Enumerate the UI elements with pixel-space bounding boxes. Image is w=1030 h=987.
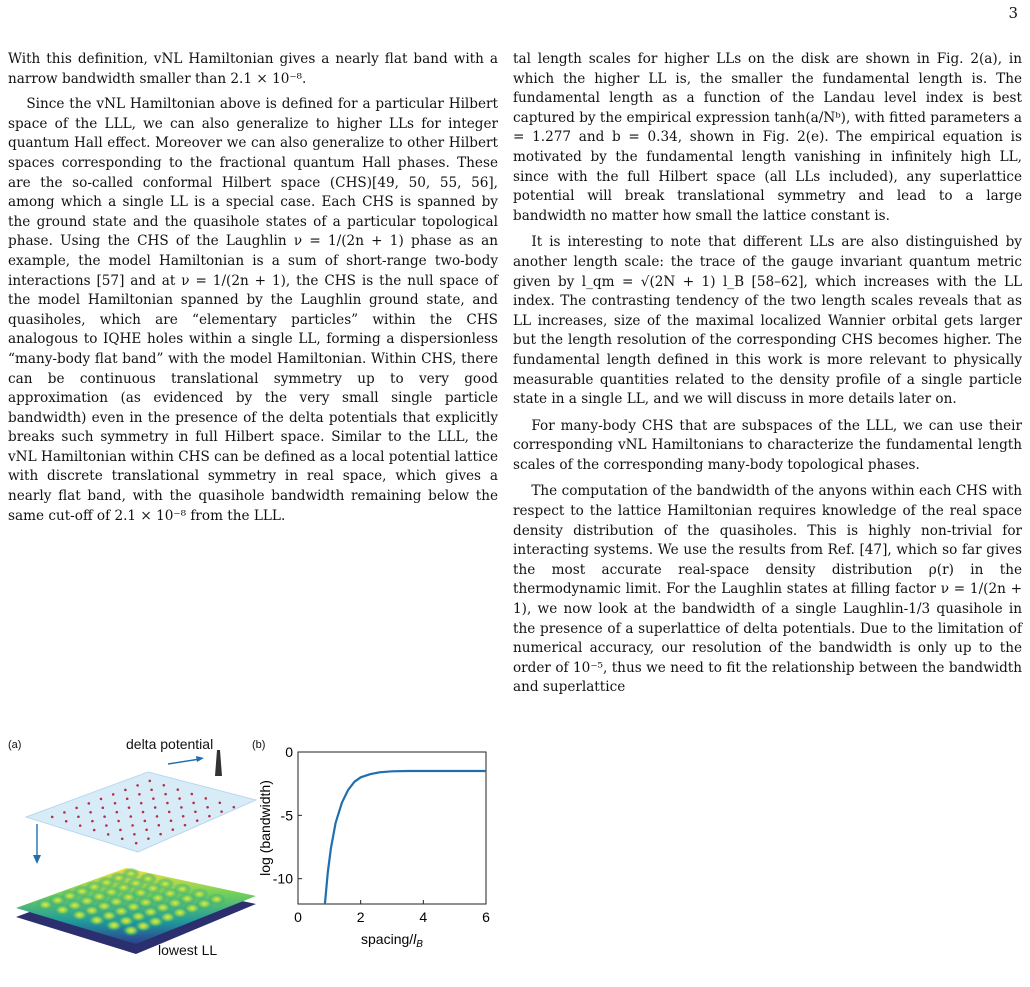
lattice-dot bbox=[147, 837, 150, 840]
lattice-dot bbox=[142, 811, 145, 814]
panel-a-label: (a) bbox=[8, 739, 22, 751]
lattice-dot bbox=[156, 815, 159, 818]
lattice-dot bbox=[184, 824, 187, 827]
lowest-ll-label: lowest LL bbox=[158, 942, 218, 958]
lattice-dot bbox=[135, 842, 138, 845]
lattice-dot bbox=[112, 793, 115, 796]
lattice-dot bbox=[192, 802, 195, 805]
lattice-dot bbox=[88, 802, 91, 805]
lattice-dot bbox=[152, 797, 155, 800]
series-line-bandwidth bbox=[325, 771, 486, 904]
lattice-dot bbox=[180, 806, 183, 809]
lattice-dot bbox=[138, 793, 141, 796]
lattice-dot bbox=[119, 829, 122, 832]
y-tick-label: -10 bbox=[272, 870, 293, 887]
lattice-dot bbox=[220, 810, 223, 813]
lattice-illustration bbox=[8, 712, 258, 987]
lattice-dot bbox=[131, 824, 134, 827]
lattice-dot bbox=[89, 811, 92, 814]
lattice-dot bbox=[63, 811, 66, 814]
surface-bump bbox=[208, 893, 226, 905]
x-tick-label: 0 bbox=[294, 909, 302, 925]
lattice-dot bbox=[51, 816, 54, 819]
surface-bump bbox=[156, 878, 174, 890]
x-axis-label: spacing/$l_B$ bbox=[361, 931, 423, 950]
lattice-dot bbox=[150, 788, 153, 791]
lattice-dot bbox=[144, 820, 147, 823]
lattice-dot bbox=[206, 806, 209, 809]
lattice-dot bbox=[116, 811, 119, 814]
lattice-dot bbox=[100, 798, 103, 801]
bandwidth-chart bbox=[256, 712, 498, 987]
lattice-dot bbox=[107, 833, 110, 836]
panel-b-label: (b) bbox=[252, 739, 266, 751]
lattice-dot bbox=[219, 801, 222, 804]
surface-bump bbox=[122, 868, 140, 880]
lattice-dot bbox=[205, 797, 208, 800]
lattice-dot bbox=[126, 797, 129, 800]
lattice-dot bbox=[105, 824, 108, 827]
paragraph: The computation of the bandwidth of the anyons within each CHS with respect to the lattice Hamiltonian requires knowledge of the real space density distribution of the quasiholes. This is highly non-trivial for interacting systems. We use the results from Ref. [47], which so far gives the most accurate real-space density distribution ρ(r) in the thermodynamic limit. For the Laughlin states at filling factor ν = 1/(2n + 1), we now look at the bandwidth of a single Laughlin-1/3 quasihole in the presence of a superlattice of delta potentials. Due to the limitation of numerical accuracy, our resolution of the bandwidth is only up to the order of 10⁻⁵, thus we need to fit the relationship between the bandwidth and superlattice bbox=[513, 483, 1022, 696]
lattice-dot bbox=[172, 828, 175, 831]
lattice-dot bbox=[145, 828, 148, 831]
left-column bbox=[8, 50, 498, 526]
lattice-dot bbox=[102, 806, 105, 809]
x-tick-label: 6 bbox=[482, 909, 490, 925]
lattice-dot bbox=[117, 820, 120, 823]
delta-potential-label: delta potential bbox=[126, 736, 214, 752]
lattice-dot bbox=[91, 820, 94, 823]
surface-bump bbox=[190, 888, 208, 900]
lattice-dot bbox=[133, 833, 136, 836]
paragraph: Since the vNL Hamiltonian above is defined for a particular Hilbert space of the LLL, we can also generalize to higher LLs for integer quantum Hall effect. Moreover we can also generalize to other Hilbert spaces corresponding to the fractional quantum Hall phases. These are the so-called conformal Hilbert space (CHS)[49, 50, 55, 56], among which a single LL is a special case. Each CHS is spanned by the ground state and the quasihole states of a particular topological phase. Using the CHS of the Laughlin ν = 1/(2n + 1) phase as an example, the model Hamiltonian is a sum of short-range two-body interactions [57] and at ν = 1/(2n + 1), the CHS is the null space of the model Hamiltonian spanned by the Laughlin ground state, and quasiholes, which are “elementary particles” within the CHS analogous to IQHE holes within a single LL, forming a dispersionless “many-body flat band” with the model Hamiltonian. Within CHS, there can be continuous translational symmetry up to very good approximation (as evidenced by the very small single particle bandwidth) even in the presence of the delta potentials that explicitly breaks such symmetry in full Hilbert space. Similar to the LLL, the vNL Hamiltonian within CHS can be defined as a local potential lattice with discrete translational symmetry in real space, which gives a nearly flat band, with the quasihole bandwidth remaining below the same cut-off of 2.1 × 10⁻⁸ from the LLL. bbox=[8, 96, 498, 524]
surface-bump bbox=[173, 883, 191, 895]
surface-bump bbox=[139, 873, 157, 885]
lattice-dot bbox=[140, 802, 143, 805]
lattice-dot bbox=[158, 824, 161, 827]
lattice-dot bbox=[65, 820, 68, 823]
y-tick-label: 0 bbox=[285, 744, 293, 760]
lattice-dot bbox=[121, 837, 124, 840]
figure-2 bbox=[8, 712, 498, 987]
lattice-dot bbox=[166, 802, 169, 805]
lattice-dot bbox=[77, 815, 80, 818]
lattice-dot bbox=[114, 802, 117, 805]
lattice-dot bbox=[93, 829, 96, 832]
lattice-dot bbox=[136, 784, 139, 787]
lattice-dot bbox=[164, 793, 167, 796]
lattice-dot bbox=[79, 824, 82, 827]
lattice-dot bbox=[128, 806, 131, 809]
lattice-dot bbox=[194, 810, 197, 813]
lattice-dot bbox=[130, 815, 133, 818]
lattice-dot bbox=[163, 784, 166, 787]
lattice-dot bbox=[159, 833, 162, 836]
right-column bbox=[513, 50, 1022, 698]
lattice-dot bbox=[177, 788, 180, 791]
lattice-dot bbox=[149, 780, 152, 783]
lattice-dot bbox=[233, 806, 236, 809]
lattice-dot bbox=[208, 815, 211, 818]
lattice-dot bbox=[170, 819, 173, 822]
lattice-dot bbox=[124, 789, 127, 792]
lattice-dot bbox=[103, 815, 106, 818]
paragraph: For many-body CHS that are subspaces of the LLL, we can use their corresponding vNL Hamiltonians to characterize the fundamental length scales of the corresponding many-body topological phases. bbox=[513, 417, 1022, 473]
y-axis-label: log (bandwidth) bbox=[257, 780, 273, 876]
lattice-dot bbox=[196, 819, 199, 822]
paragraph: With this definition, vNL Hamiltonian gives a nearly flat band with a narrow bandwidth smaller than 2.1 × 10⁻⁸. bbox=[8, 51, 498, 87]
paragraph: It is interesting to note that different LLs are also distinguished by another length scale: the trace of the gauge invariant quantum metric given by l_qm = √(2N + 1) l_B [58–62], which increases with the LL index. The contrasting tendency of the two length scales reveals that as LL increases, size of the maximal localized Wannier orbital gets larger but the length resolution of the corresponding CHS becomes higher. The fundamental length defined in this work is more relevant to physically measurable quantities related to the density profile of a single particle state in a single LL, and we will discuss in more details later on. bbox=[513, 234, 1022, 408]
lattice-dot bbox=[178, 797, 181, 800]
lattice-dot bbox=[168, 811, 171, 814]
arrow-to-spike bbox=[168, 759, 200, 764]
page-number: 3 bbox=[1008, 4, 1018, 22]
x-tick-label: 2 bbox=[356, 909, 365, 925]
delta-spike bbox=[215, 750, 222, 776]
x-tick-label: 4 bbox=[419, 909, 428, 925]
lattice-dot bbox=[182, 815, 185, 818]
lattice-dot bbox=[191, 793, 194, 796]
y-tick-label: -5 bbox=[280, 807, 293, 824]
lattice-dot bbox=[75, 807, 78, 810]
lattice-dot bbox=[154, 806, 157, 809]
paragraph: tal length scales for higher LLs on the disk are shown in Fig. 2(a), in which the higher LL is, the smaller the fundamental length is. The fundamental length as a function of the Landau level index is best captured by the empirical expression tanh(a/Nᵇ), with fitted parameters a = 1.277 and b = 0.34, shown in Fig. 2(e). The empirical equation is motivated by the fundamental length vanishing in infinitely high LL, since with the full Hilbert space (all LLs included), any superlattice potential will break translational symmetry and lead to a large bandwidth no matter how small the lattice constant is. bbox=[513, 51, 1022, 224]
